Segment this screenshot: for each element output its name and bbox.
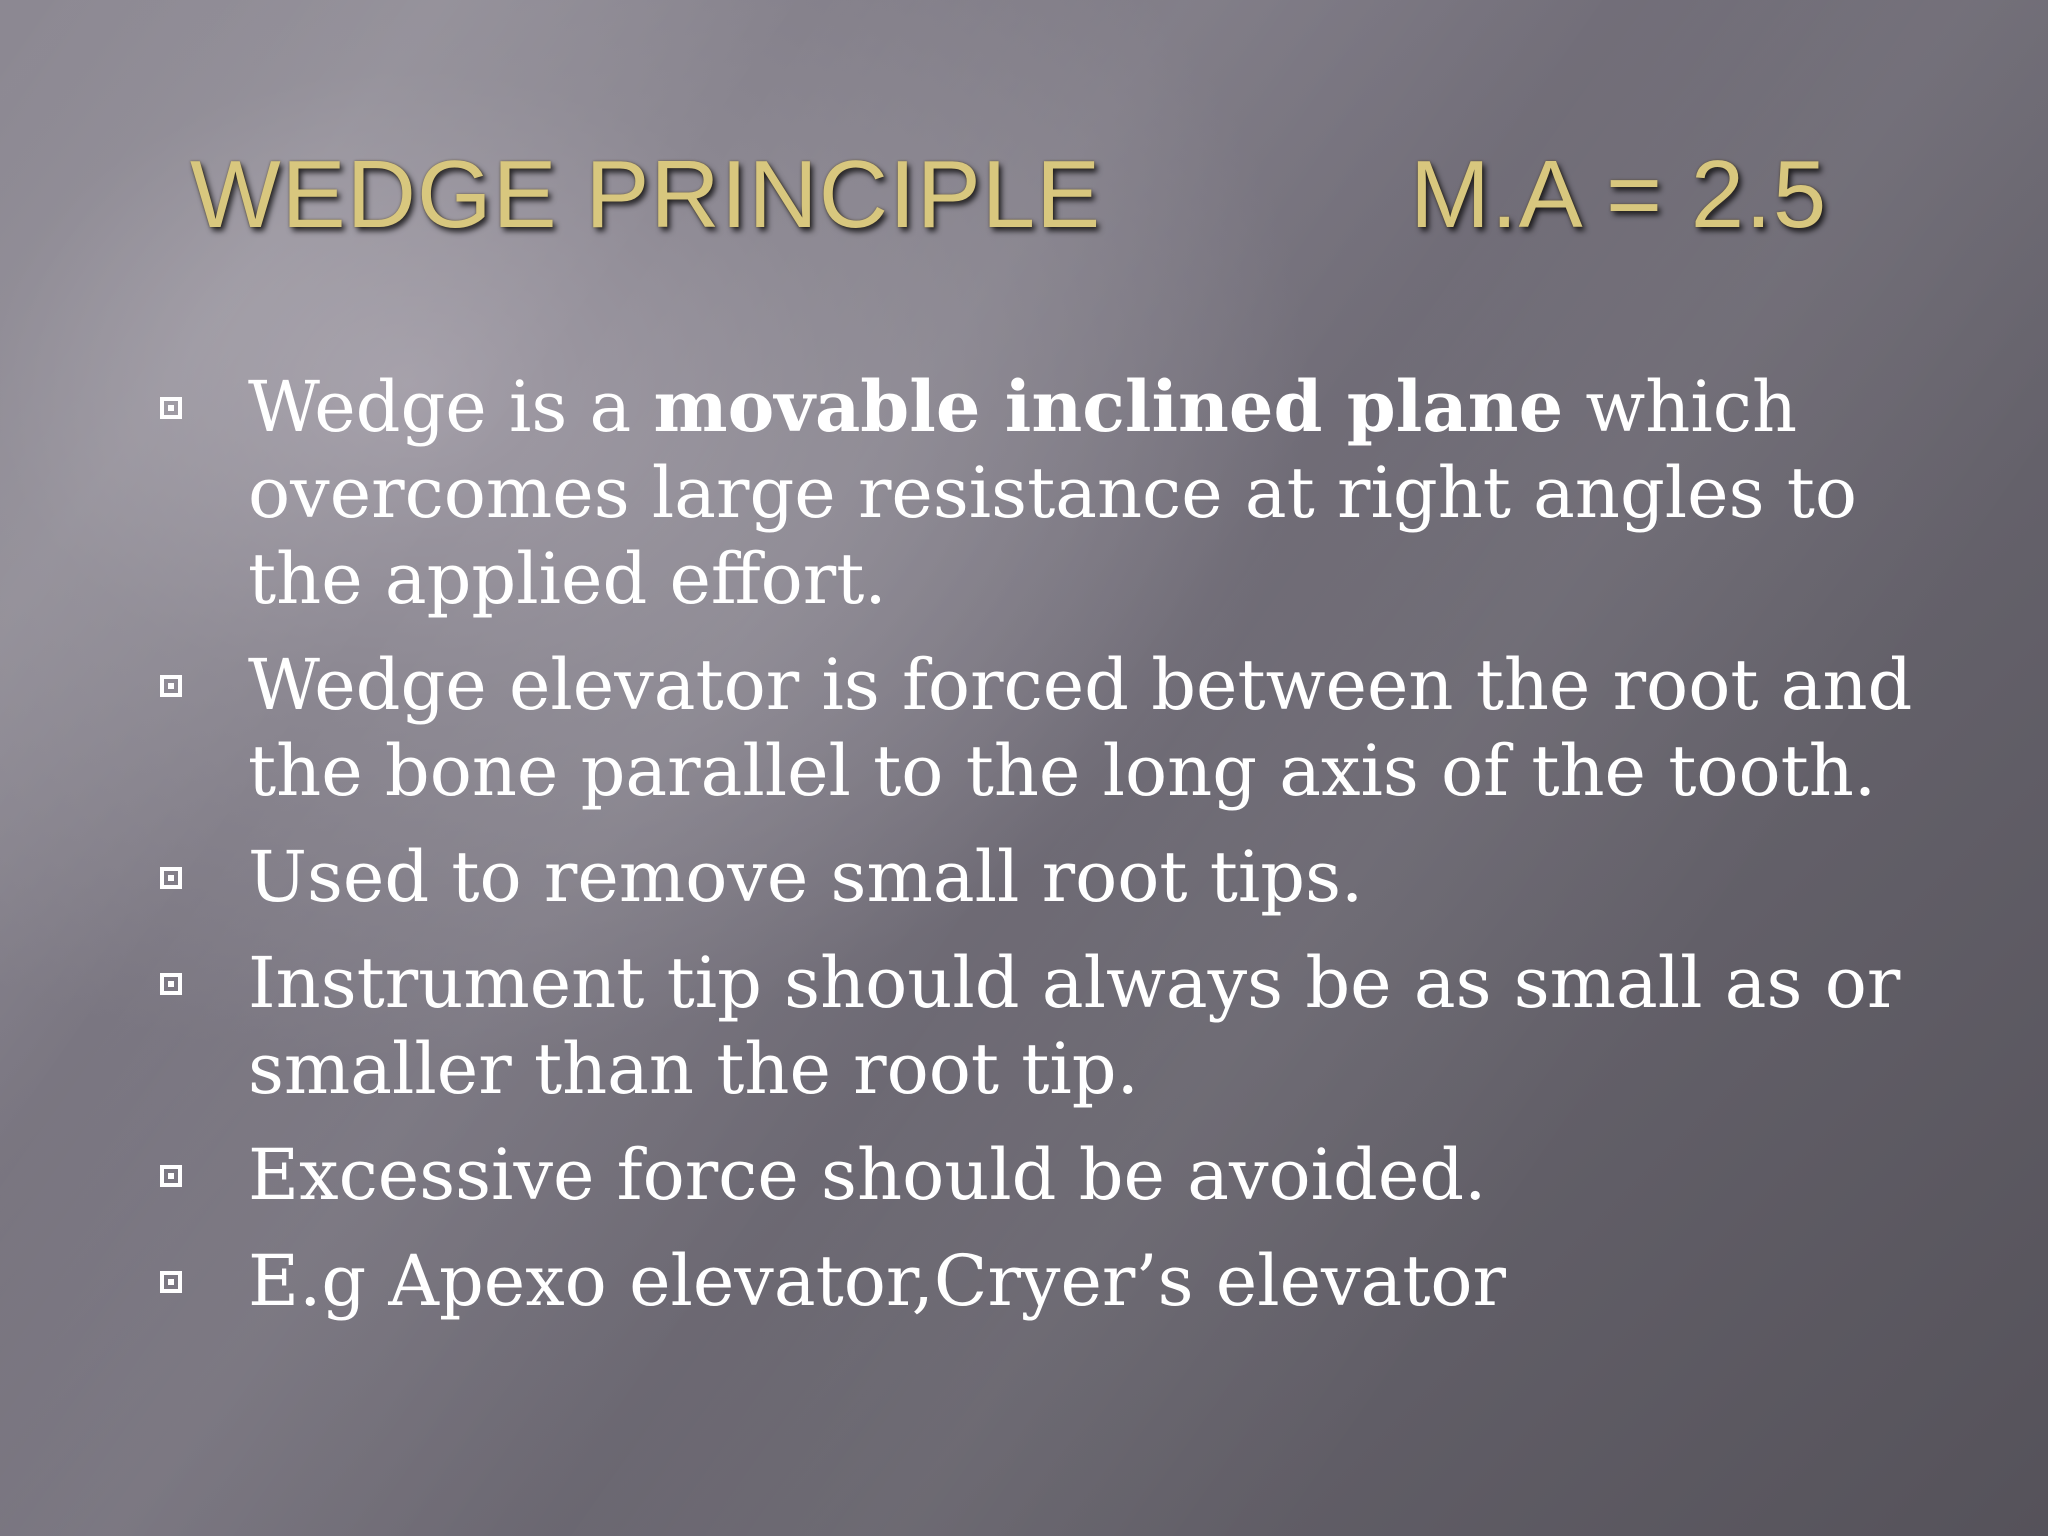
square-bullet-icon xyxy=(160,1165,182,1187)
square-bullet-icon xyxy=(160,973,182,995)
bullet-text: Used to remove small root tips. xyxy=(248,836,1364,918)
bullet-item xyxy=(155,1132,1935,1218)
bullet-text-lead: Wedge is a xyxy=(248,366,654,448)
bullet-item xyxy=(155,834,1935,920)
bullet-text-bold: movable inclined plane xyxy=(653,365,1564,448)
bullet-text: Excessive force should be avoided. xyxy=(248,1134,1487,1216)
title-text: WEDGE PRINCIPLE xyxy=(190,141,1102,248)
square-bullet-icon xyxy=(160,675,182,697)
bullet-item xyxy=(155,940,1935,1112)
square-bullet-icon xyxy=(160,867,182,889)
square-bullet-icon xyxy=(160,397,182,419)
bullet-text-tail: which overcomes large resistance at right angles to the applied effort. xyxy=(248,366,1858,620)
bullet-list xyxy=(155,364,1935,1344)
bullet-text: E.g Apexo elevator,Cryer’s elevator xyxy=(248,1240,1507,1322)
bullet-item xyxy=(155,642,1935,814)
bullet-item xyxy=(155,364,1935,622)
bullet-text: Instrument tip should always be as small as or smaller than the root tip. xyxy=(248,942,1901,1110)
mechanical-advantage-label: M.A = 2.5 xyxy=(1410,141,1828,248)
slide-title xyxy=(190,140,1890,260)
bullet-text: Wedge elevator is forced between the root and the bone parallel to the long axis of the tooth. xyxy=(248,644,1913,812)
bullet-item xyxy=(155,1238,1935,1324)
square-bullet-icon xyxy=(160,1271,182,1293)
